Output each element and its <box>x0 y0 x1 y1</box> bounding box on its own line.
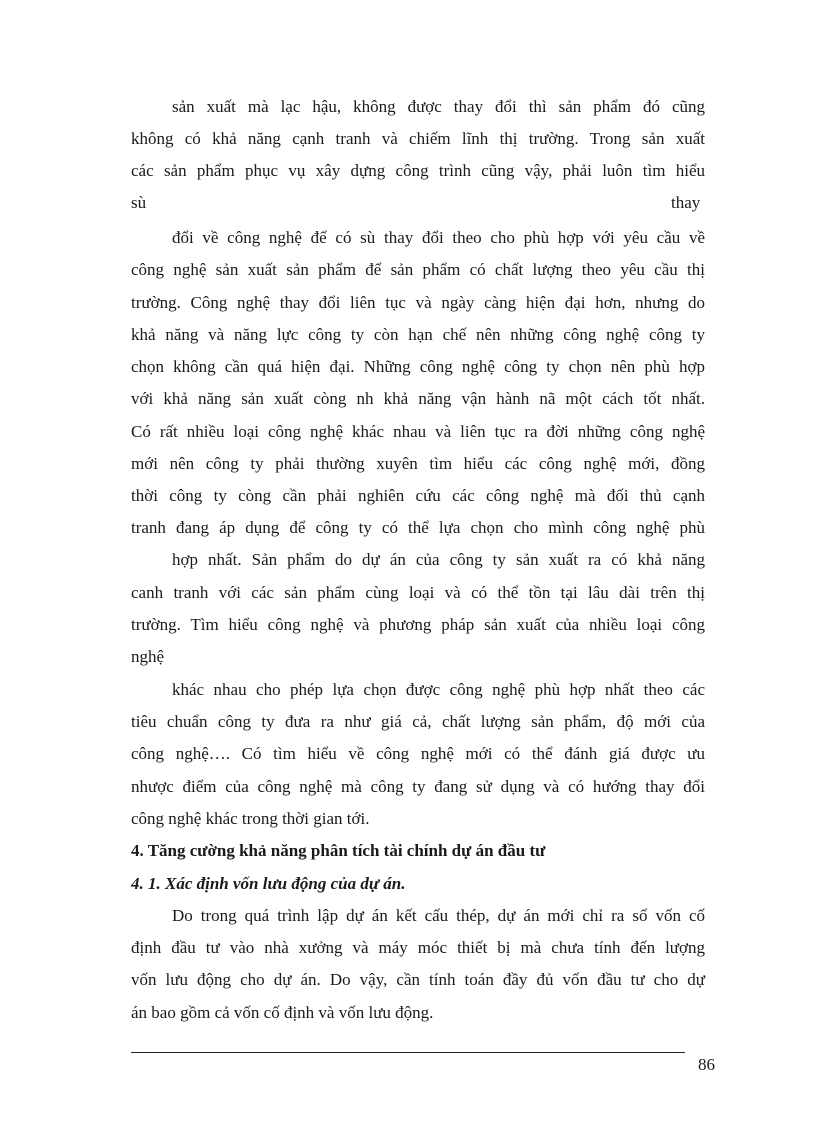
paragraph-line-end: thay <box>671 193 701 212</box>
paragraph-line: hợp nhất. Sản phẩm do dự án của công ty sản xuất ra có khả năng <box>172 550 705 569</box>
section-heading: 4. Tăng cường khả năng phân tích tài chính dự án đầu tư <box>131 841 546 860</box>
paragraph-line: không có khả năng cạnh tranh và chiếm lĩnh thị trường. Trong sản xuất <box>131 129 705 148</box>
paragraph-line: trường. Tìm hiểu công nghệ và phương pháp sản xuất của nhiều loại công <box>131 615 705 634</box>
paragraph-line: Có rất nhiều loại công nghệ khác nhau và liên tục ra đời những công nghệ <box>131 422 705 441</box>
paragraph-line: mới nên công ty phải thường xuyên tìm hiểu các công nghệ mới, đồng <box>131 454 705 473</box>
subsection-heading: 4. 1. Xác định vốn lưu động của dự án. <box>131 874 406 893</box>
paragraph-line: tiêu chuẩn công ty đưa ra như giá cả, chất lượng sản phẩm, độ mới của <box>131 712 705 731</box>
paragraph-line: nghệ <box>131 647 165 666</box>
paragraph-line: Do trong quá trình lập dự án kết cấu thép, dự án mới chỉ ra số vốn cố <box>172 906 705 925</box>
paragraph-line: vốn lưu động cho dự án. Do vậy, cần tính toán đầy đủ vốn đầu tư cho dự <box>131 970 705 989</box>
paragraph-line: thời công ty còng cần phải nghiên cứu các công nghệ mà đối thủ cạnh <box>131 486 705 505</box>
paragraph-line: công nghệ…. Có tìm hiểu về công nghệ mới có thể đánh giá được ưu <box>131 744 705 763</box>
paragraph-line: công nghệ sản xuất sản phẩm để sản phẩm có chất lượng theo yêu cầu thị <box>131 260 705 279</box>
paragraph-line: các sản phẩm phục vụ xây dựng công trình cũng vậy, phải luôn tìm hiểu <box>131 161 705 180</box>
paragraph-line: tranh đang áp dụng để công ty có thể lựa chọn cho mình công nghệ phù <box>131 518 705 537</box>
footer-rule <box>131 1052 685 1053</box>
paragraph-line: với khả năng sản xuất còng nh khả năng vận hành nã một cách tốt nhất. <box>131 389 705 408</box>
paragraph-line: khác nhau cho phép lựa chọn được công nghệ phù hợp nhất theo các <box>172 680 705 699</box>
page-number: 86 <box>698 1055 715 1074</box>
paragraph-line: án bao gồm cả vốn cố định và vốn lưu động. <box>131 1003 434 1022</box>
paragraph-line: công nghệ khác trong thời gian tới. <box>131 809 370 828</box>
paragraph-line-start: sù <box>131 193 147 212</box>
paragraph-line: đổi về công nghệ để có sù thay đổi theo cho phù hợp với yêu cầu về <box>172 228 705 247</box>
paragraph-line: chọn không cần quá hiện đại. Những công nghệ công ty chọn nên phù hợp <box>131 357 705 376</box>
paragraph-line: canh tranh với các sản phẩm cùng loại và có thể tồn tại lâu dài trên thị <box>131 583 705 602</box>
paragraph-line: nhược điểm của công nghệ mà công ty đang sử dụng và có hướng thay đổi <box>131 777 705 796</box>
paragraph-line: định đầu tư vào nhà xưởng và máy móc thiết bị mà chưa tính đến lượng <box>131 938 705 957</box>
paragraph-line: trường. Công nghệ thay đổi liên tục và ngày càng hiện đại hơn, nhưng do <box>131 293 705 312</box>
paragraph-line: sản xuất mà lạc hậu, không được thay đổi thì sản phẩm đó cũng <box>172 97 705 116</box>
paragraph-line: khả năng và năng lực công ty còn hạn chế nên những công nghệ công ty <box>131 325 705 344</box>
